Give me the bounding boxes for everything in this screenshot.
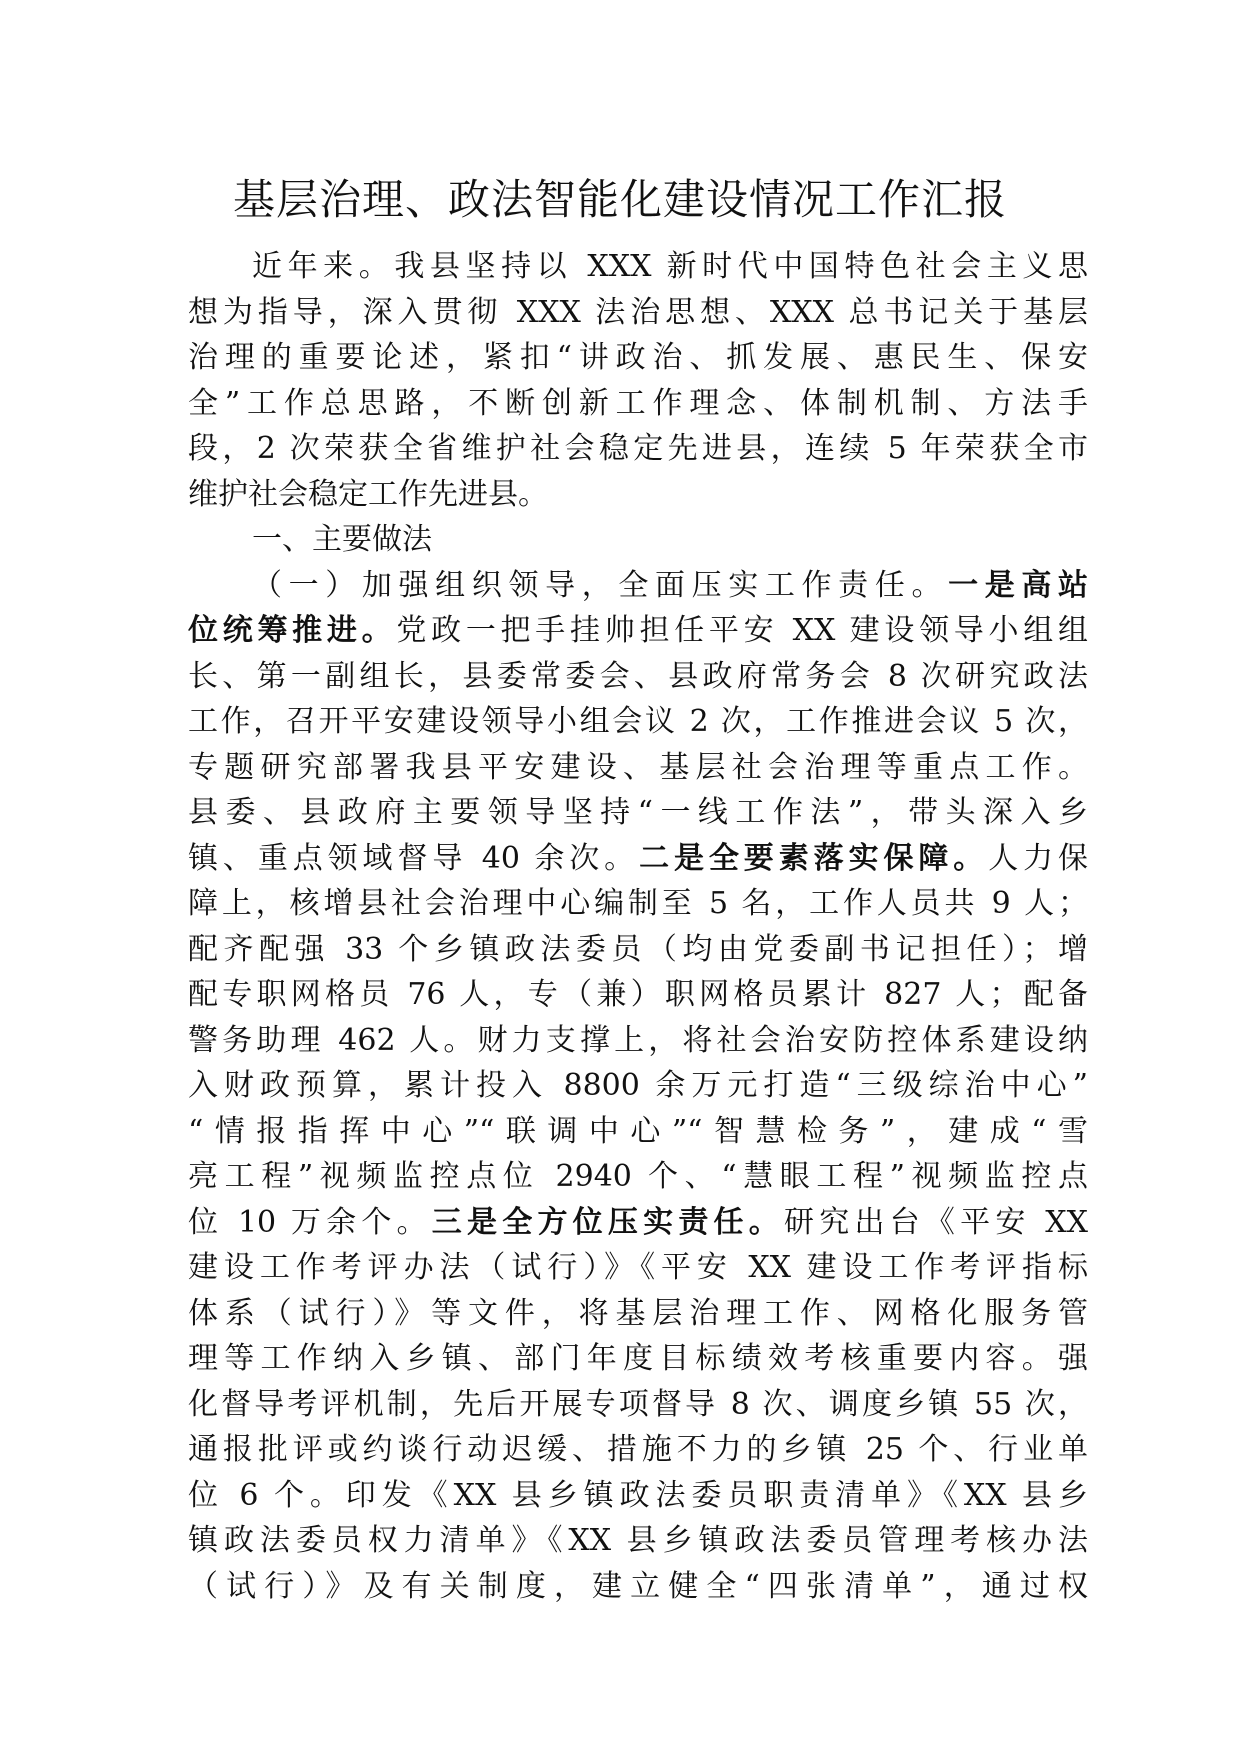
text-segment: 工作，召开平安建设领导小组会议 2 次，工作推进会议 5 次， [188,704,1088,739]
text-line [188,654,1088,700]
bold-text-segment: 二是全要素落实保障。 [639,840,989,876]
text-segment: 近年来。我县坚持以 XXX 新时代中国特色社会主义思 [252,249,1088,284]
text-line [188,1018,1088,1064]
text-segment: 化督导考评机制，先后开展专项督导 8 次、调度乡镇 55 次， [188,1386,1088,1422]
text-line [188,1109,1088,1155]
text-line [188,1473,1088,1519]
text-line [188,1200,1088,1246]
text-line [188,1382,1088,1428]
text-segment: （试行）》及有关制度，建立健全“四张清单”，通过权 [188,1568,1088,1604]
text-segment: 障上，核增县社会治理中心编制至 5 名，工作人员共 9 人； [188,886,1088,921]
text-line [188,1518,1088,1564]
text-segment: （一）加强组织领导，全面压实工作责任。 [252,567,949,603]
text-segment: 入财政预算，累计投入 8800 余万元打造“三级综治中心” [188,1068,1088,1103]
text-line [188,244,1088,290]
text-line [188,426,1088,472]
text-segment: 通报批评或约谈行动迟缓、措施不力的乡镇 25 个、行业单 [188,1432,1088,1467]
text-segment: 人力保 [988,840,1089,876]
text-segment: 长、第一副组长，县委常委会、县政府常务会 8 次研究政法 [188,658,1088,694]
text-segment: 维护社会稳定工作先进县。 [188,476,548,512]
text-segment: 段，2 次荣获全省维护社会稳定先进县，连续 5 年荣获全市 [188,431,1088,466]
text-segment: 党政一把手挂帅担任平安 XX 建设领导小组组 [396,613,1088,648]
text-segment: 理等工作纳入乡镇、部门年度目标绩效考核重要内容。强 [188,1341,1088,1376]
text-line [188,1291,1088,1337]
text-line [188,608,1088,654]
text-line [188,563,1088,609]
text-segment: 专题研究部署我县平安建设、基层社会治理等重点工作。 [188,749,1088,785]
text-segment: 配专职网格员 76 人，专（兼）职网格员累计 827 人；配备 [188,977,1088,1012]
text-line [188,381,1088,427]
text-segment: 一、主要做法 [252,522,432,557]
text-segment: 县委、县政府主要领导坚持“一线工作法”，带头深入乡 [188,795,1088,830]
text-segment: 研究出台《平安 XX [784,1204,1089,1240]
text-line [188,1336,1088,1382]
bold-text-segment: 位统筹推进。 [188,613,397,648]
text-line [188,836,1088,882]
text-segment: 亮工程”视频监控点位 2940 个、“慧眼工程”视频监控点 [188,1159,1088,1194]
text-segment: 全”工作总思路，不断创新工作理念、体制机制、方法手 [188,385,1088,421]
text-segment: 想为指导，深入贯彻 XXX 法治思想、XXX 总书记关于基层 [188,294,1088,330]
text-segment: 体系（试行）》等文件，将基层治理工作、网格化服务管 [188,1295,1088,1331]
text-line [188,1245,1088,1291]
text-segment: “情报指挥中心”“联调中心”“智慧检务”，建成“雪 [188,1113,1088,1149]
text-segment: 位 6 个。印发《XX 县乡镇政法委员职责清单》《XX 县乡 [188,1477,1088,1513]
bold-text-segment: 一是高站 [948,567,1089,603]
text-line [188,1154,1088,1200]
text-line [188,790,1088,836]
bold-text-segment: 三是全方位压实责任。 [431,1204,784,1240]
document-body [188,244,1088,1609]
text-line [188,745,1088,791]
text-line [188,472,1088,518]
document-title: 基层治理、政法智能化建设情况工作汇报 [232,175,1007,224]
text-line [188,699,1088,745]
text-line [188,1564,1088,1610]
section-heading [188,517,1088,563]
text-line [188,881,1088,927]
text-line [188,1427,1088,1473]
text-segment: 位 10 万余个。 [188,1204,432,1240]
text-segment: 配齐配强 33 个乡镇政法委员（均由党委副书记担任）；增 [188,931,1088,967]
text-segment: 警务助理 462 人。财力支撑上，将社会治安防控体系建设纳 [188,1022,1088,1058]
text-line [188,1063,1088,1109]
text-segment: 建设工作考评办法（试行）》《平安 XX 建设工作考评指标 [188,1250,1088,1285]
text-segment: 镇政法委员权力清单》《XX 县乡镇政法委员管理考核办法 [188,1523,1088,1558]
text-line [188,290,1088,336]
text-line [188,972,1088,1018]
text-line [188,335,1088,381]
text-segment: 镇、重点领域督导 40 余次。 [188,840,640,876]
text-segment: 治理的重要论述，紧扣“讲政治、抓发展、惠民生、保安 [188,340,1088,375]
text-line [188,927,1088,973]
